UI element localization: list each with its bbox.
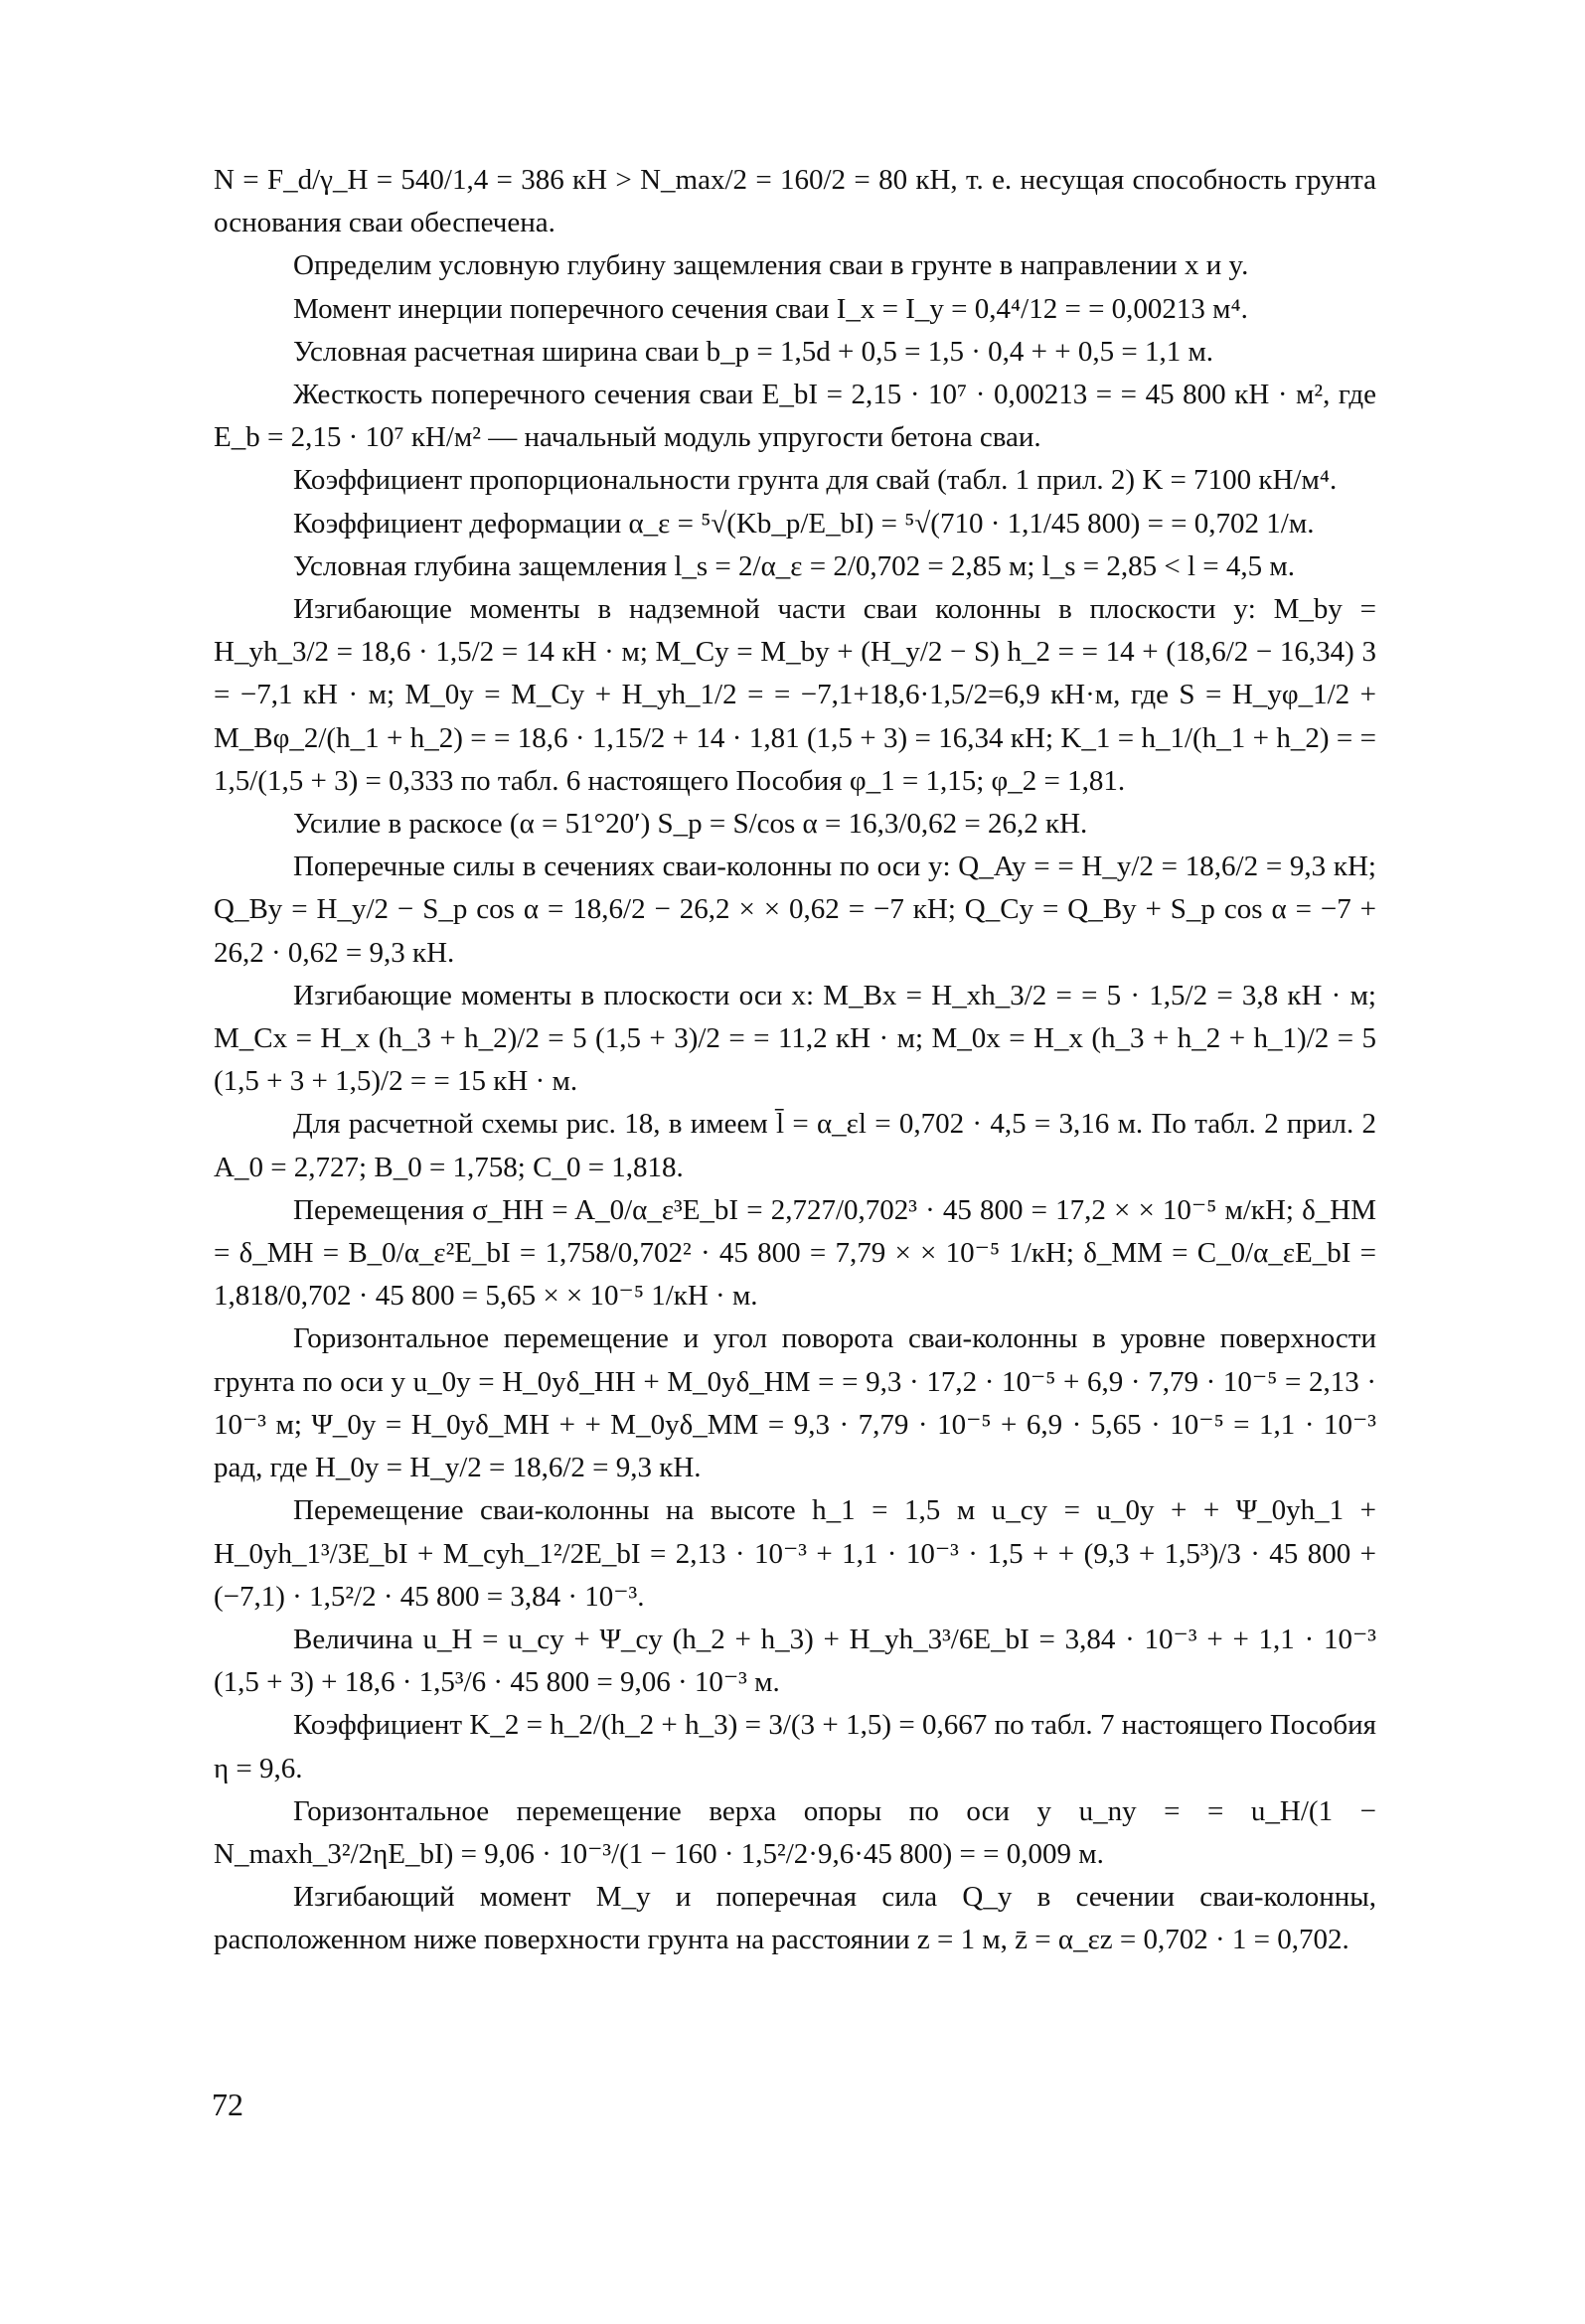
paragraph-embedment-depth: Условная глубина защемления l_s = 2/α_ε = 2/0,702 = 2,85 м; l_s = 2,85 < l = 4,5 м. (293, 549, 1295, 582)
paragraph-displacement-at-height: Перемещение сваи-колонны на высоте h_1 = 1,5 м u_cy = u_0y + + Ψ_0yh_1 + H_0yh_1³/3E_bI + M_cyh_1²/2E_bI = 2,13 · 10⁻³ + 1,1 · 10⁻³ · 1,5 + + (9,3 + 1,5³)/3 · 45 800 + (−7,1) · 1,5²/2 · 45 800 = 3,84 · 10⁻³. (214, 1494, 1376, 1613)
paragraph-moment-of-inertia: Момент инерции поперечного сечения сваи I_x = I_y = 0,4⁴/12 = = 0,00213 м⁴. (293, 292, 1248, 325)
paragraph-design-scheme: Для расчетной схемы рис. 18, в имеем l̄ = α_εl = 0,702 · 4,5 = 3,16 м. По табл. 2 прил. 2 A_0 = 2,727; B_0 = 1,758; C_0 = 1,818. (214, 1108, 1376, 1183)
paragraph-design-width: Условная расчетная ширина сваи b_p = 1,5d + 0,5 = 1,5 · 0,4 + + 0,5 = 1,1 м. (293, 335, 1214, 368)
paragraph-moment-and-shear-below-ground: Изгибающий момент M_y и поперечная сила Q_y в сечении сваи-колонны, расположенном ниже поверхности грунта на расстоянии z = 1 м, z̄ = α_εz = 0,702 · 1 = 0,702. (214, 1881, 1376, 1956)
paragraph-bending-moments-x: Изгибающие моменты в плоскости оси x: M_Bx = H_xh_3/2 = = 5 · 1,5/2 = 3,8 кН · м; M_Cx = H_x (h_3 + h_2)/2 = 5 (1,5 + 3)/2 = = 11,2 кН · м; M_0x = H_x (h_3 + h_2 + h_1)/2 = 5 (1,5 + 3 + 1,5)/2 = = 15 кН · м. (214, 979, 1376, 1098)
paragraph-deformation-coefficient: Коэффициент деформации α_ε = ⁵√(Kb_p/E_bI) = ⁵√(710 · 1,1/45 800) = = 0,702 1/м. (293, 507, 1315, 540)
paragraph-stiffness: Жесткость поперечного сечения сваи E_bI = 2,15 · 10⁷ · 0,00213 = = 45 800 кН · м², где E_b = 2,15 · 10⁷ кН/м² — начальный модуль упругости бетона сваи. (214, 379, 1376, 454)
paragraph-bearing-capacity: N = F_d/γ_H = 540/1,4 = 386 кН > N_max/2 = 160/2 = 80 кН, т. е. несущая способность грунта основания сваи обеспечена. (214, 164, 1376, 239)
body-text (214, 159, 1376, 1962)
paragraph-magnitude-uh: Величина u_H = u_cy + Ψ_cy (h_2 + h_3) + H_yh_3³/6E_bI = 3,84 · 10⁻³ + + 1,1 · 10⁻³ (1,5 + 3) + 18,6 · 1,5³/6 · 45 800 = 9,06 · 10⁻³ м. (214, 1623, 1376, 1699)
paragraph-brace-force: Усилие в раскосе (α = 51°20′) S_p = S/cos α = 16,3/0,62 = 26,2 кН. (293, 808, 1088, 841)
paragraph-horizontal-displacement-rotation: Горизонтальное перемещение и угол поворота сваи-колонны в уровне поверхности грунта по оси y u_0y = H_0yδ_HH + M_0yδ_HM = = 9,3 · 17,2 · 10⁻⁵ + 6,9 · 7,79 · 10⁻⁵ = 2,13 · 10⁻³ м; Ψ_0y = H_0yδ_MH + + M_0yδ_MM = 9,3 · 7,79 · 10⁻⁵ + 6,9 · 5,65 · 10⁻⁵ = 1,1 · 10⁻³ рад, где H_0y = H_y/2 = 18,6/2 = 9,3 кН. (214, 1322, 1376, 1484)
paragraph-proportionality-coefficient: Коэффициент пропорциональности грунта для свай (табл. 1 прил. 2) K = 7100 кН/м⁴. (293, 464, 1338, 497)
paragraph-shear-forces: Поперечные силы в сечениях сваи-колонны по оси y: Q_Ay = = H_y/2 = 18,6/2 = 9,3 кН; Q_By = H_y/2 − S_p cos α = 18,6/2 − 26,2 × × 0,62 = −7 кН; Q_Cy = Q_By + S_p cos α = −7 + 26,2 · 0,62 = 9,3 кН. (214, 851, 1376, 969)
paragraph-embedment-depth-intro: Определим условную глубину защемления сваи в грунте в направлении x и y. (293, 249, 1249, 282)
paragraph-displacements: Перемещения σ_HH = A_0/α_ε³E_bI = 2,727/0,702³ · 45 800 = 17,2 × × 10⁻⁵ м/кН; δ_HM = δ_MH = B_0/α_ε²E_bI = 1,758/0,702² · 45 800 = 7,79 × × 10⁻⁵ 1/кН; δ_MM = C_0/α_εE_bI = 1,818/0,702 · 45 800 = 5,65 × × 10⁻⁵ 1/кН · м. (214, 1193, 1376, 1313)
paragraph-bending-moments-y: Изгибающие моменты в надземной части сваи колонны в плоскости y: M_by = H_yh_3/2 = 18,6 · 1,5/2 = 14 кН · м; M_Cy = M_by + (H_y/2 − S) h_2 = = 14 + (18,6/2 − 16,34) 3 = −7,1 кН · м; M_0y = M_Cy + H_yh_1/2 = = −7,1+18,6·1,5/2=6,9 кН·м, где S = H_yφ_1/2 + M_Bφ_2/(h_1 + h_2) = = 18,6 · 1,15/2 + 14 · 1,81 (1,5 + 3) = 16,34 кН; K_1 = h_1/(h_1 + h_2) = = 1,5/(1,5 + 3) = 0,333 по табл. 6 настоящего Пособия φ_1 = 1,15; φ_2 = 1,81. (214, 593, 1376, 797)
paragraph-coefficient-k2: Коэффициент K_2 = h_2/(h_2 + h_3) = 3/(3 + 1,5) = 0,667 по табл. 7 настоящего Пособия η = 9,6. (214, 1709, 1376, 1784)
page-number: 72 (212, 2087, 243, 2122)
paragraph-top-displacement: Горизонтальное перемещение верха опоры по оси y u_ny = = u_H/(1 − N_maxh_3²/2ηE_bI) = 9,06 · 10⁻³/(1 − 160 · 1,5²/2·9,6·45 800) = = 0,009 м. (214, 1794, 1376, 1870)
